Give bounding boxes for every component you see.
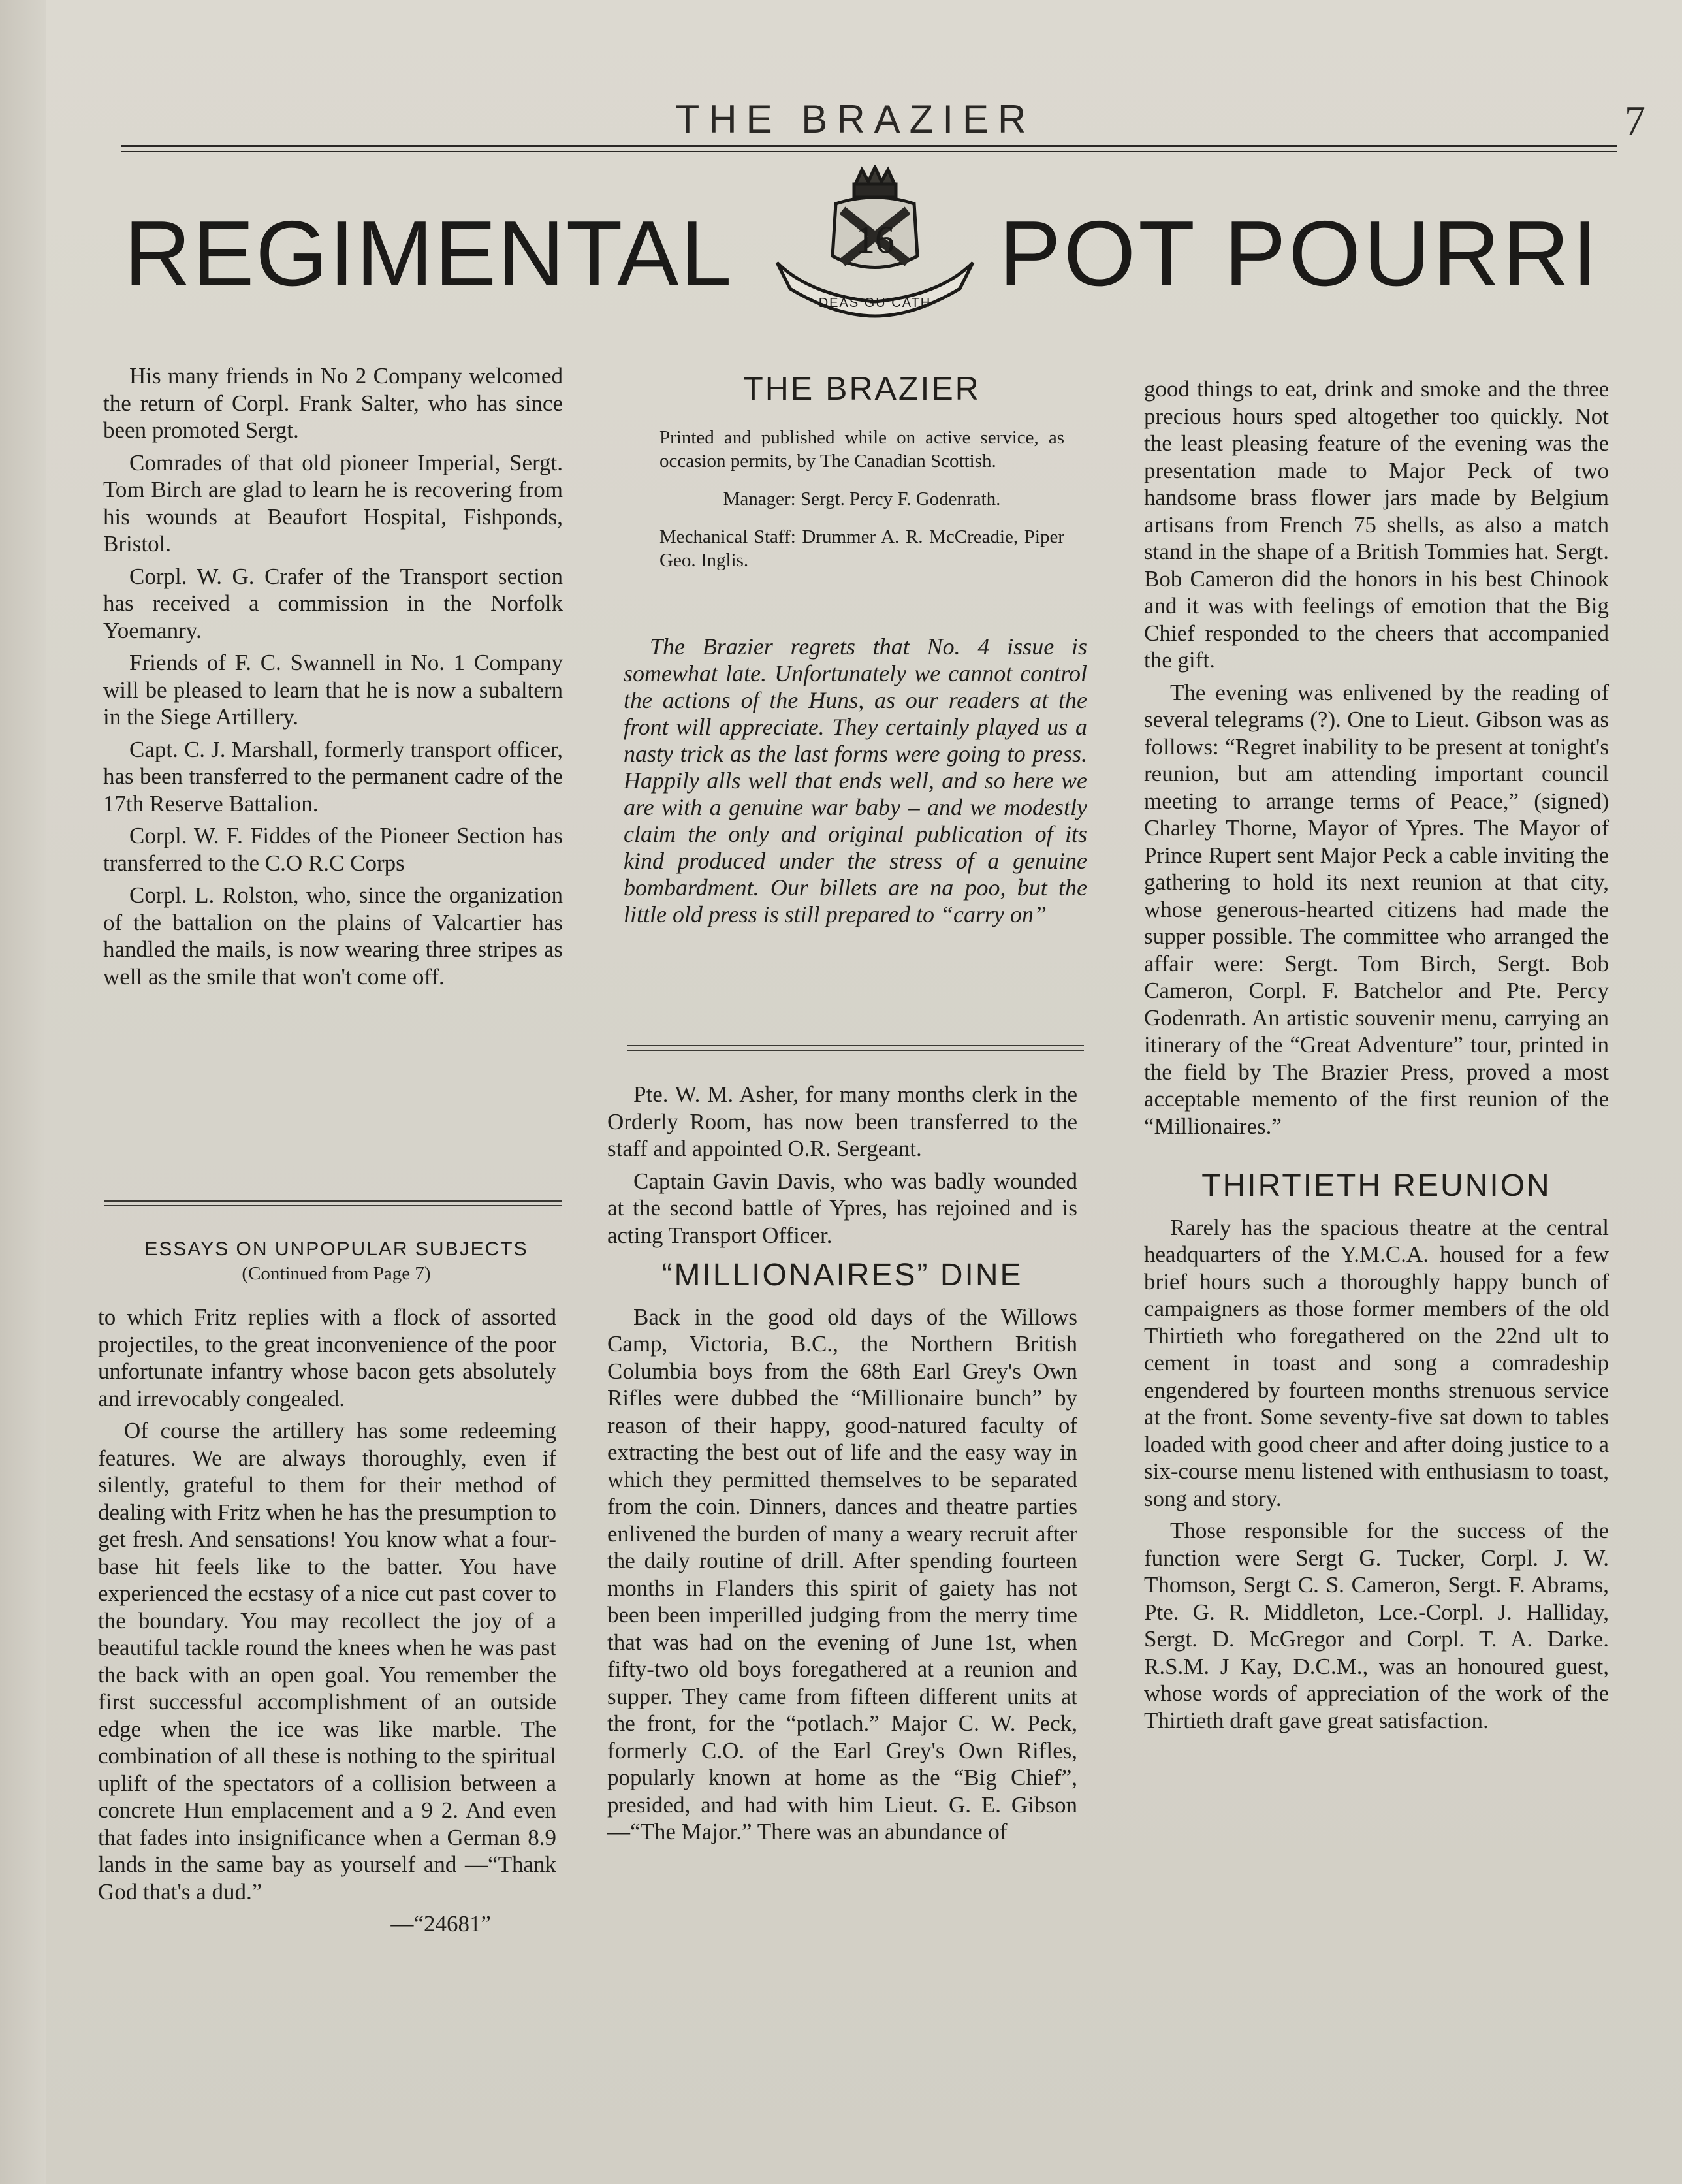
news-item: Pte. W. M. Asher, for many months clerk in the Orderly Room, has now been transferred to the staff and appointed O.R. Sergeant.	[607, 1082, 1077, 1161]
thirtieth-article: Rarely has the spacious theatre at the central headquarters of the Y.M.C.A. housed for a few brief hours such a thoroughly happy bunch of campaigners as those former members of the old Thirtieth who foregathered on the 22nd ult to cement in toast and song a comradeship engendered by fourteen months strenuous service at the front. Some seventy-five sat down to tables loaded with good cheer and after doing justice to a six-course menu listened with enthusiasm to toast, song and story.	[1144, 1214, 1609, 1511]
millionaires-heading: “MILLIONAIRES” DINE	[661, 1258, 1023, 1293]
regimental-badge	[764, 165, 986, 321]
news-item: Comrades of that old pioneer Imperial, Sergt. Tom Birch are glad to learn he is recovering from his wounds at Beaufort Hospital, Fishponds, Bristol.	[103, 449, 563, 556]
masthead-manager: Manager: Sergt. Percy F. Godenrath.	[723, 489, 1001, 509]
thirtieth-article: Those responsible for the success of the function were Sergt G. Tucker, Corpl. J. W. Thomson, Sergt C. S. Cameron, Sergt. F. Abrams, Pte. G. R. Middleton, Lce.-Corpl. J. Halliday, Sergt. D. McGregor and Corpl. T. A. Darke. R.S.M. J Kay, D.C.M., was an honoured guest, whose words of appreciation of the work of the Thirtieth draft gave great satisfaction.	[1144, 1518, 1609, 1733]
badge-emblem	[764, 165, 986, 321]
page-number: 7	[1625, 97, 1645, 144]
page-edge	[0, 0, 46, 2184]
news-item: Captain Gavin Davis, who was badly wounded at the second battle of Ypres, has rejoined and is acting Transport Officer.	[607, 1168, 1077, 1248]
masthead-staff: Mechanical Staff: Drummer A. R. McCreadie, Piper Geo. Inglis.	[659, 526, 1064, 571]
masthead-publisher: Printed and published while on active service, as occasion permits, by The Canadian Scottish.	[659, 427, 1064, 472]
news-item: Friends of F. C. Swannell in No. 1 Company will be pleased to learn that he is now a subaltern in the Siege Artillery.	[103, 650, 563, 730]
column-divider	[627, 1045, 1084, 1053]
essays-title: ESSAYS ON UNPOPULAR SUBJECTS	[144, 1238, 528, 1260]
column-1-news	[103, 362, 563, 995]
essays-body	[98, 1304, 556, 1938]
column-2-news	[607, 1081, 1077, 1851]
essay-paragraph: to which Fritz replies with a flock of assorted projectiles, to the great inconvenience of the poor unfortunate infantry whose bacon gets absolutely and irrevocably congealed.	[98, 1304, 556, 1411]
notice-text: The Brazier regrets that No. 4 issue is somewhat late. Unfortunately we cannot control the actions of the Huns, as our readers at the front will appreciate. They certainly played us a nasty trick as the last forms were going to press. Happily alls well that ends well, and so here we are with a genuine war baby – and we modestly claim the only and original publication of its kind produced under the stress of a genuine bombardment. Our billets are na poo, but the little old press is still prepared to “carry on”	[624, 634, 1087, 927]
millionaires-continued: The evening was enlivened by the reading of several telegrams (?). One to Lieut. Gibson was as follows: “Regret inability to be present at tonight's reunion, but am attending important council meeting to arrange terms of Peace,” (signed) Charley Thorne, Mayor of Ypres. The Mayor of Prince Rupert sent Major Peck a cable inviting the gathering to hold its next reunion at that city, whose generous-hearted citizens had made the supper possible. The committee who arranged the affair were: Sergt. Tom Birch, Sergt. Bob Cameron, Corpl. F. Batchelor and Pte. Percy Godenrath. An artistic souvenir menu, carrying an itinerary of the “Great Adventure” tour, printed in the field by The Brazier Press, proved a most acceptable memento of the first reunion of the “Millionaires.”	[1144, 679, 1609, 1139]
editorial-notice	[624, 634, 1087, 928]
column-divider	[104, 1200, 562, 1208]
essays-heading	[91, 1238, 581, 1285]
millionaires-article: Back in the good old days of the Willows Camp, Victoria, B.C., the Northern British Columbia boys from the 68th Earl Grey's Own Rifles were dubbed the “Millionaire bunch” by reason of their happy, good-natured faculty of extracting the best out of life and the easy way in which they permitted themselves to be separated from the coin. Dinners, dances and theatre parties enlivened the burden of many a weary recruit after the daily routine of drill. After spending fourteen months in Flanders this spirit of gaiety has not been been imperilled judging from the merry time that was had on the evening of June 1st, when fifty-two old boys foregathered at a reunion and supper. They came from fifteen different units at the front, for the “potlach.” Major C. W. Peck, formerly C.O. of the Earl Grey's Own Rifles, popularly known at home as the “Big Chief”, presided, and had with him Lieut. G. E. Gibson—“The Major.” There was an abundance of	[607, 1304, 1077, 1844]
banner-right-title: POT POURRI	[999, 202, 1601, 306]
news-item: Corpl. W. F. Fiddes of the Pioneer Section has transferred to the C.O R.C Corps	[103, 823, 563, 876]
masthead-box	[659, 370, 1064, 586]
essays-subtitle: (Continued from Page 7)	[242, 1263, 431, 1284]
essay-paragraph: Of course the artillery has some redeeming features. We are always thoroughly, even if silently, grateful to them for their method of dealing with Fritz when he has the presumption to get fresh. And sensations! You know what a four-base hit feels like to the batter. You have experienced the ecstasy of a nice cut past cover to the boundary. You may recollect the joy of a beautiful tackle round the knees when he was past the back with an open goal. You remember the first successful accomplishment of an outside edge when the ice was like marble. The combination of all these is nothing to the spiritual uplift of the spectators of a collision between a concrete Hun emplacement and a 9 2. And even that fades into insignificance when a German 8.9 lands in the same bay as yourself and —“Thank God that's a dud.”	[98, 1418, 556, 1904]
publication-title: THE BRAZIER	[675, 97, 1036, 141]
news-item: His many friends in No 2 Company welcomed the return of Corpl. Frank Salter, who has since been promoted Sergt.	[103, 363, 563, 443]
header-rule	[121, 145, 1617, 154]
news-item: Corpl. L. Rolston, who, since the organization of the battalion on the plains of Valcartier has handled the mails, is now wearing three stripes as well as the smile that won't come off.	[103, 882, 563, 989]
badge-number: 16	[855, 218, 895, 261]
column-3-news	[1144, 376, 1609, 1739]
badge-motto: DEAS GU CATH	[818, 296, 932, 310]
essay-signoff: —“24681”	[390, 1911, 491, 1936]
masthead-title: THE BRAZIER	[743, 370, 981, 407]
thirtieth-heading: THIRTIETH REUNION	[1201, 1168, 1551, 1203]
banner-left-title: REGIMENTAL	[124, 202, 733, 306]
millionaires-continued: good things to eat, drink and smoke and the three precious hours sped altogether too quickly. Not the least pleasing feature of the evening was the presentation made to Major Peck of two handsome brass flower jars made by Belgium artisans from French 75 shells, as also a match stand in the shape of a British Tommies hat. Sergt. Bob Cameron did the honors in his best Chinook and it was with feelings of emotion that the Big Chief responded to the cheers that accompanied the gift.	[1144, 376, 1609, 673]
news-item: Corpl. W. G. Crafer of the Transport section has received a commission in the Norfolk Yoemanry.	[103, 563, 563, 643]
news-item: Capt. C. J. Marshall, formerly transport officer, has been transferred to the permanent cadre of the 17th Reserve Battalion.	[103, 736, 563, 816]
